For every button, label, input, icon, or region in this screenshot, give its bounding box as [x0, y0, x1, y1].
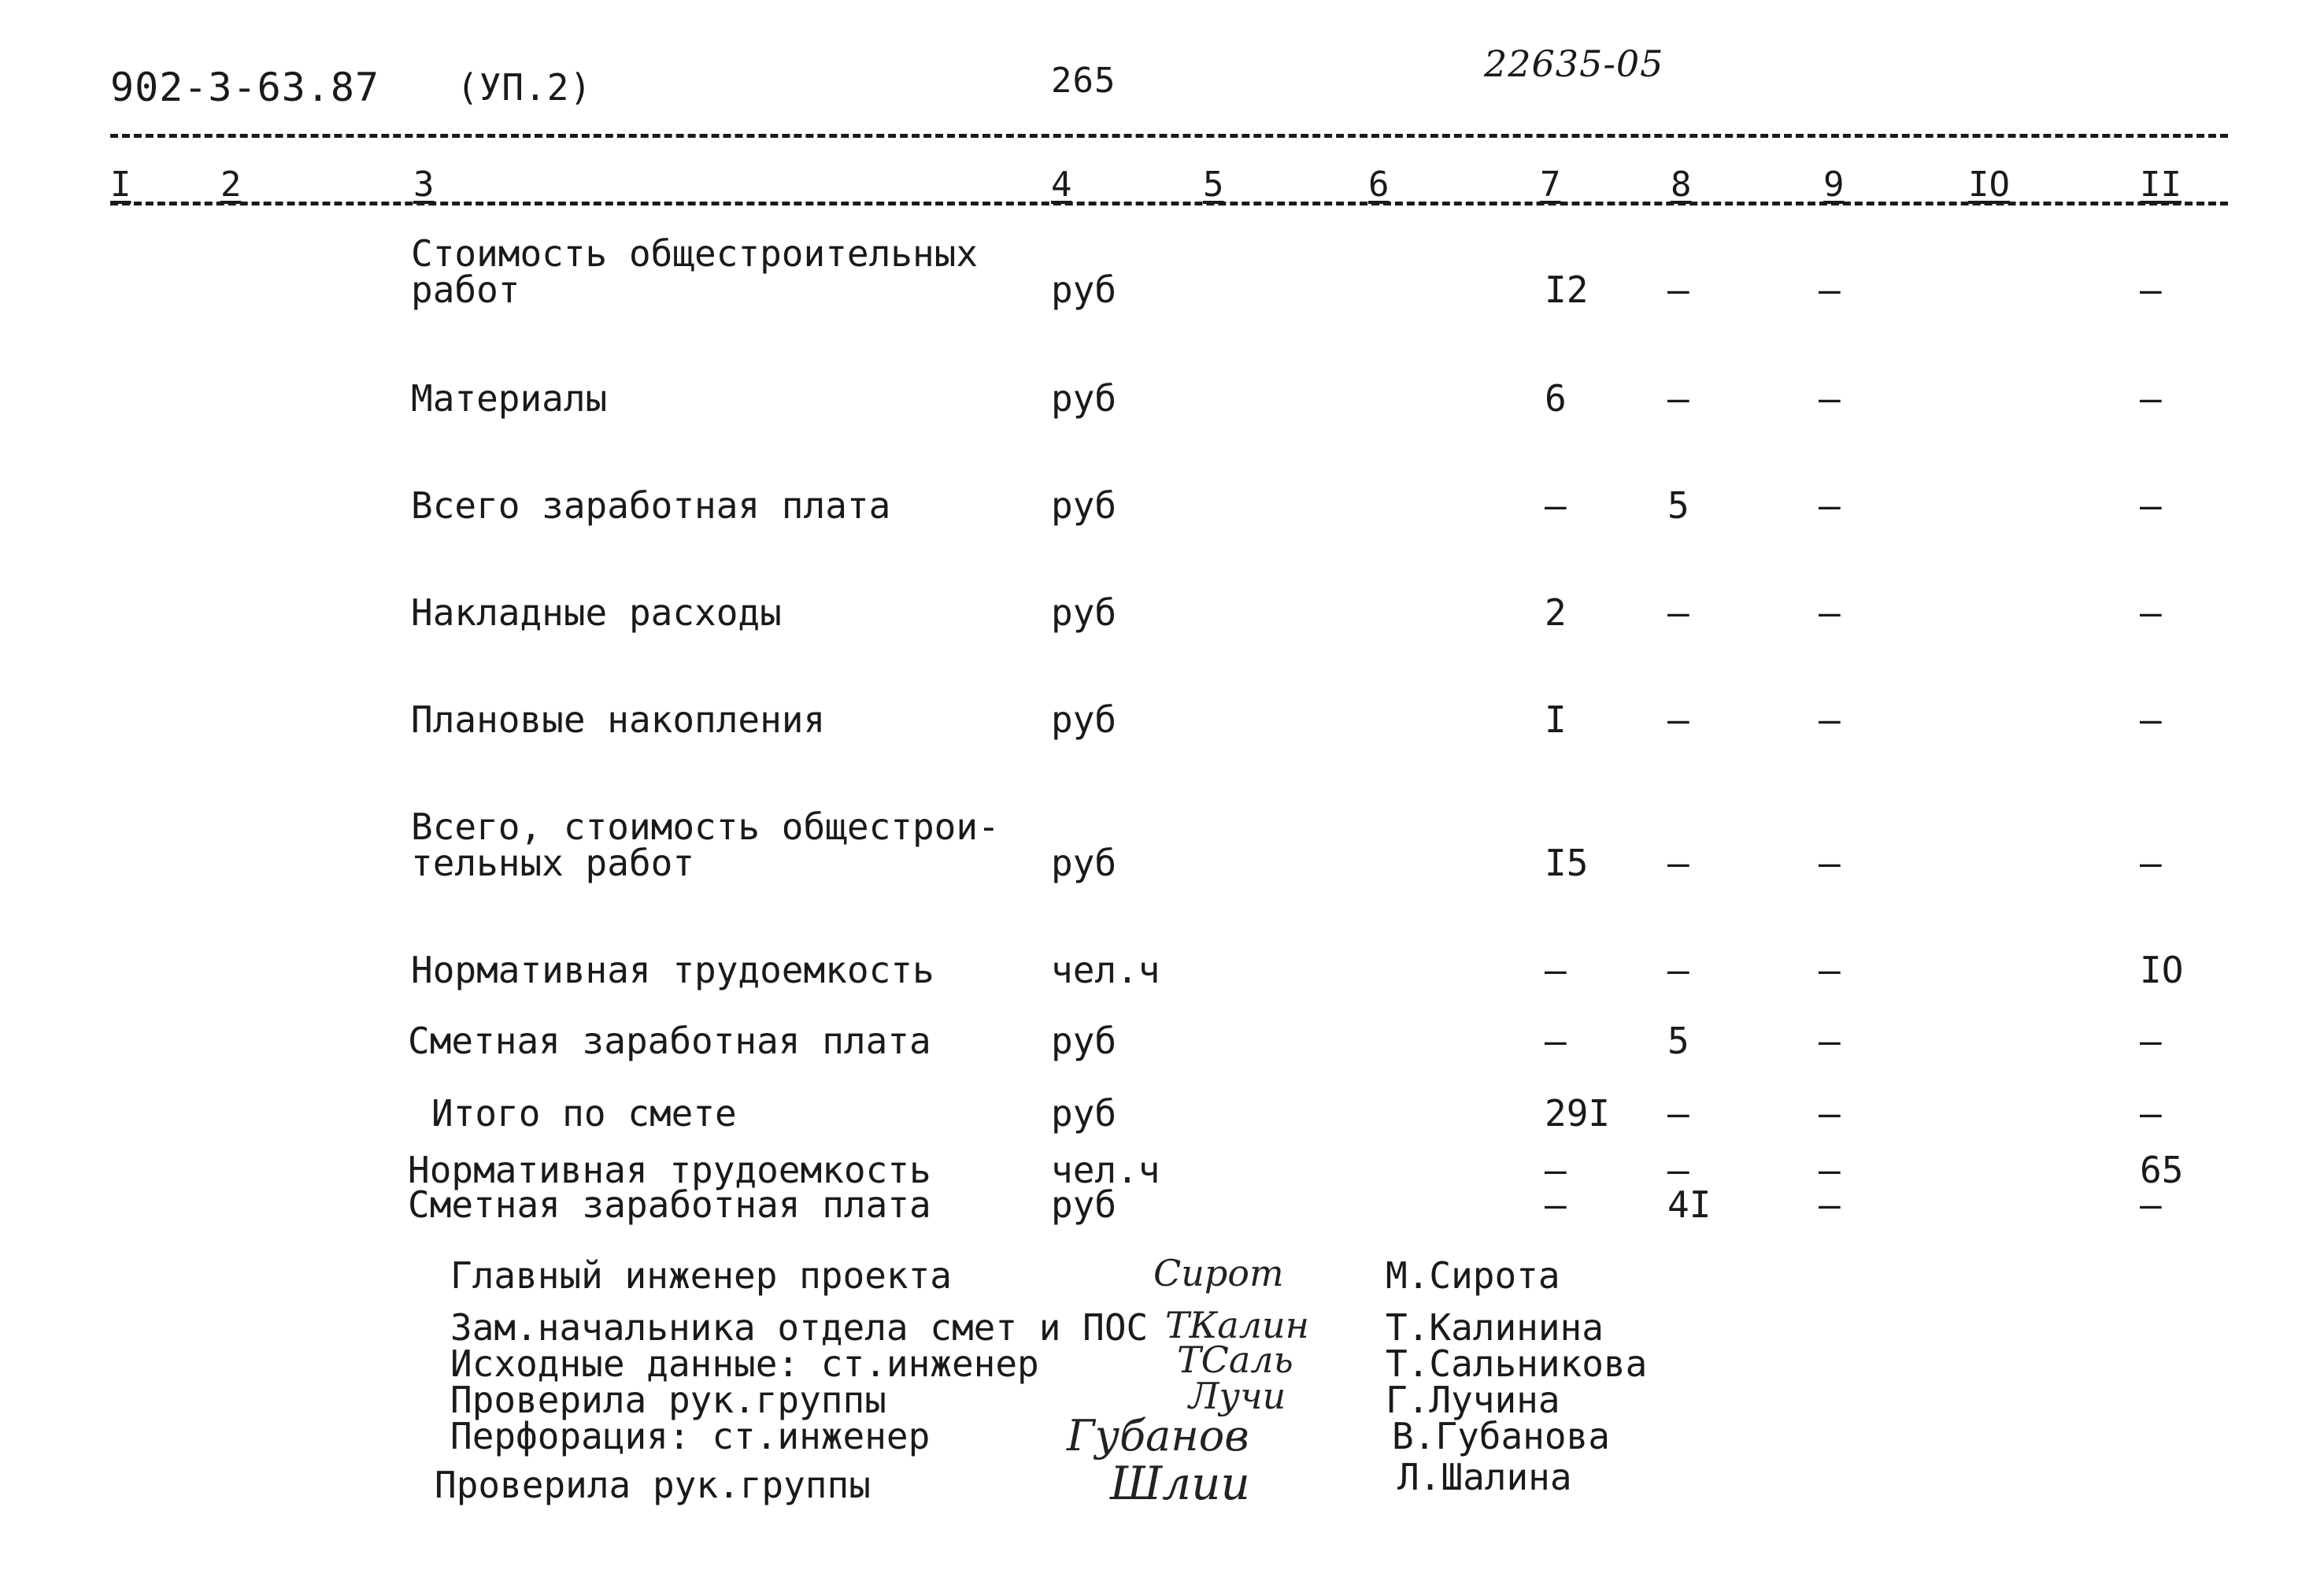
- row-col8: –: [1667, 1092, 1689, 1135]
- row-col9: –: [1819, 1020, 1841, 1062]
- row-col7: I: [1545, 698, 1567, 741]
- volume-label: (УП.2): [457, 66, 593, 109]
- row-col8: –: [1667, 698, 1689, 741]
- signer-role: Перфорация: ст.инженер: [450, 1415, 931, 1457]
- column-number: 5: [1203, 165, 1224, 205]
- column-number: 7: [1540, 165, 1561, 205]
- signer-role: Проверила рук.группы: [450, 1379, 886, 1421]
- row-col7: –: [1545, 1020, 1567, 1062]
- row-col9: –: [1819, 949, 1841, 991]
- row-col11: –: [2140, 1183, 2162, 1226]
- row-col9: –: [1819, 484, 1841, 527]
- row-col9: –: [1819, 377, 1841, 420]
- column-number: IO: [1968, 165, 2010, 205]
- row-name: Итого по смете: [431, 1092, 737, 1135]
- row-col11: –: [2140, 591, 2162, 634]
- row-col9: –: [1819, 698, 1841, 741]
- row-col7: –: [1545, 484, 1567, 527]
- handwritten-signature: ТСаль: [1177, 1338, 1293, 1381]
- row-name-continuation: тельных работ: [411, 842, 695, 884]
- document-code: 902-3-63.87: [110, 65, 380, 110]
- row-col7: –: [1545, 949, 1567, 991]
- row-name: Нормативная трудоемкость: [411, 949, 934, 991]
- row-col11: –: [2140, 1020, 2162, 1062]
- row-col11: –: [2140, 1092, 2162, 1135]
- row-unit: чел.ч: [1051, 949, 1160, 991]
- row-col11: 65: [2140, 1149, 2184, 1191]
- row-unit: руб: [1051, 842, 1117, 884]
- column-number: 9: [1823, 165, 1845, 205]
- handwritten-signature: Шлии: [1110, 1457, 1250, 1510]
- row-name: Сметная заработная плата: [408, 1020, 931, 1062]
- row-name-continuation: работ: [411, 268, 520, 311]
- row-col8: 5: [1667, 484, 1689, 527]
- row-col8: 4I: [1667, 1183, 1712, 1226]
- row-unit: чел.ч: [1051, 1149, 1160, 1191]
- signer-name: Т.Калинина: [1386, 1306, 1604, 1349]
- column-number: II: [2140, 165, 2182, 205]
- row-col8: –: [1667, 842, 1689, 884]
- column-number: I: [110, 165, 131, 205]
- row-col7: –: [1545, 1149, 1567, 1191]
- row-col7: I2: [1545, 268, 1589, 311]
- handwritten-signature: Сирот: [1153, 1252, 1284, 1294]
- signer-name: Т.Сальникова: [1386, 1342, 1648, 1385]
- row-col7: –: [1545, 1183, 1567, 1226]
- column-number: 8: [1671, 165, 1692, 205]
- row-unit: руб: [1051, 698, 1117, 741]
- row-col7: I5: [1545, 842, 1589, 884]
- handwritten-signature: ТКалин: [1165, 1304, 1309, 1346]
- row-unit: руб: [1051, 1183, 1117, 1226]
- row-col9: –: [1819, 842, 1841, 884]
- row-name: Всего, стоимость общестрои-: [411, 805, 1000, 848]
- header-divider: [110, 134, 2228, 138]
- row-unit: руб: [1051, 484, 1117, 527]
- row-unit: руб: [1051, 268, 1117, 311]
- row-col11: –: [2140, 268, 2162, 311]
- row-unit: руб: [1051, 1092, 1117, 1135]
- row-unit: руб: [1051, 1020, 1117, 1062]
- row-name: Стоимость общестроительных: [411, 232, 979, 275]
- handwritten-signature: Губанов: [1067, 1411, 1249, 1461]
- page-number: 265: [1051, 61, 1116, 101]
- row-col9: –: [1819, 268, 1841, 311]
- row-col11: –: [2140, 842, 2162, 884]
- row-col7: 2: [1545, 591, 1567, 634]
- signer-name: Л.Шалина: [1397, 1456, 1572, 1498]
- signer-role: Проверила рук.группы: [435, 1464, 871, 1506]
- row-col11: –: [2140, 698, 2162, 741]
- signer-role: Исходные данные: ст.инженер: [450, 1342, 1039, 1385]
- row-col8: 5: [1667, 1020, 1689, 1062]
- row-col8: –: [1667, 377, 1689, 420]
- row-col9: –: [1819, 1149, 1841, 1191]
- row-col8: –: [1667, 591, 1689, 634]
- row-name: Нормативная трудоемкость: [408, 1149, 931, 1191]
- signer-name: М.Сирота: [1386, 1254, 1560, 1297]
- row-col11: –: [2140, 377, 2162, 420]
- inventory-number: 22635-05: [1484, 43, 1664, 85]
- signer-name: В.Губанова: [1392, 1415, 1610, 1457]
- row-name: Накладные расходы: [411, 591, 782, 634]
- row-col8: –: [1667, 268, 1689, 311]
- handwritten-signature: Лучи: [1189, 1375, 1286, 1417]
- signer-name: Г.Лучина: [1386, 1379, 1560, 1421]
- row-col7: 6: [1545, 377, 1567, 420]
- column-number: 4: [1051, 165, 1072, 205]
- row-name: Сметная заработная плата: [408, 1183, 931, 1226]
- row-col8: –: [1667, 1149, 1689, 1191]
- row-col9: –: [1819, 1183, 1841, 1226]
- signer-role: Зам.начальника отдела смет и ПОС: [450, 1306, 1149, 1349]
- row-col11: IO: [2140, 949, 2184, 991]
- row-col7: 29I: [1545, 1092, 1611, 1135]
- row-col11: –: [2140, 484, 2162, 527]
- row-name: Материалы: [411, 377, 608, 420]
- column-number: 3: [413, 165, 435, 205]
- column-number: 6: [1368, 165, 1390, 205]
- row-unit: руб: [1051, 377, 1117, 420]
- row-col9: –: [1819, 591, 1841, 634]
- row-col9: –: [1819, 1092, 1841, 1135]
- column-number: 2: [220, 165, 242, 205]
- signer-role: Главный инженер проекта: [450, 1254, 952, 1297]
- row-name: Всего заработная плата: [411, 484, 891, 527]
- row-col8: –: [1667, 949, 1689, 991]
- row-name: Плановые накопления: [411, 698, 826, 741]
- row-unit: руб: [1051, 591, 1117, 634]
